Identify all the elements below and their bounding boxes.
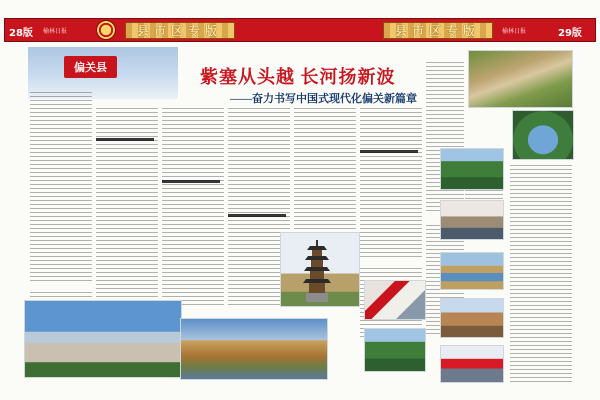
left-page-number: 28版 — [9, 28, 33, 39]
headline: 紫塞从头越 长河扬新波 — [200, 67, 396, 87]
text-column-1 — [30, 92, 92, 282]
market-photo — [364, 280, 426, 320]
text-column-6 — [360, 108, 422, 258]
text-column-11 — [510, 165, 572, 385]
canyon-photo — [180, 318, 328, 380]
county-town-photo — [24, 300, 182, 378]
text-column-2 — [96, 108, 158, 298]
section-head — [360, 150, 418, 153]
section-head — [96, 138, 154, 141]
text-column-3 — [162, 108, 224, 308]
county-label: 偏关县 — [64, 56, 117, 78]
village-photo — [440, 298, 504, 338]
wetland-photo — [512, 110, 574, 160]
yellow-river-photo — [468, 50, 573, 108]
reservoir-photo — [440, 252, 504, 290]
subheadline: ——奋力书写中国式现代化偏关新篇章 — [230, 93, 417, 105]
left-section-title: 县市区专版 — [137, 24, 223, 38]
festival-photo — [440, 345, 504, 383]
right-page-number: 29版 — [558, 28, 582, 39]
greenhouse-photo — [364, 328, 426, 372]
section-head — [162, 180, 220, 183]
section-head — [228, 214, 286, 217]
emblem-icon — [96, 20, 116, 40]
text-column-5 — [294, 108, 356, 238]
right-paper-name: 榆林日报 — [502, 28, 527, 35]
left-paper-name: 榆林日报 — [43, 28, 68, 35]
fields-photo — [440, 148, 504, 190]
pagoda-icon — [302, 240, 332, 302]
right-section-title: 县市区专版 — [395, 24, 481, 38]
meeting-photo — [440, 200, 504, 240]
page-banner — [4, 18, 596, 42]
